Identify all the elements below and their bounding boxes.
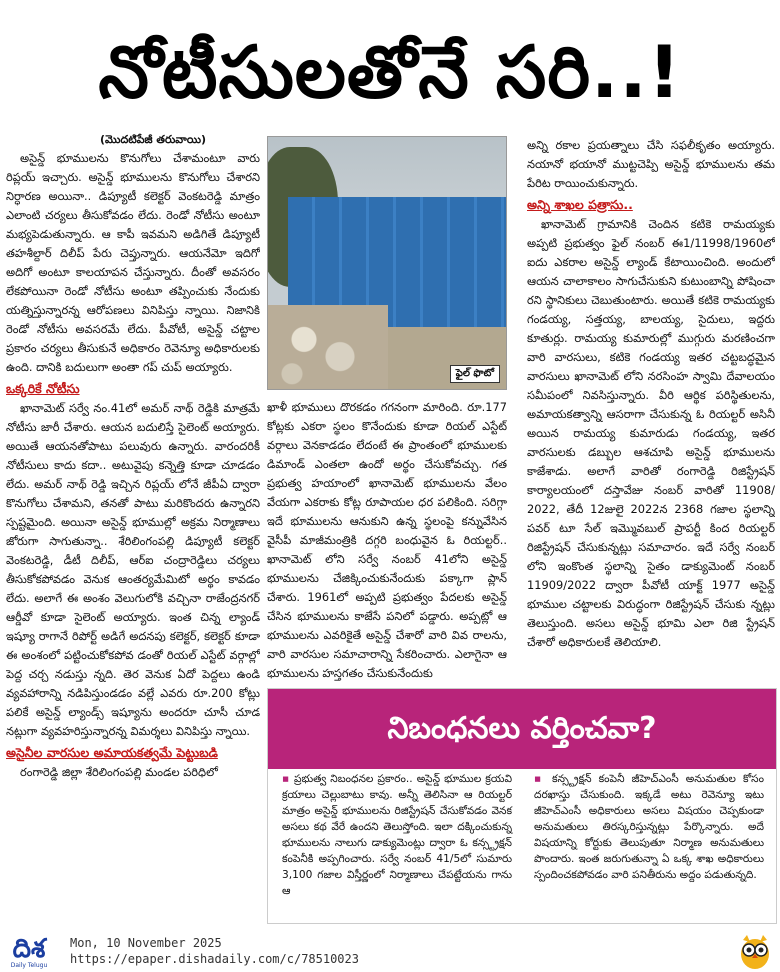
logo-subtitle: Daily Telugu [10,962,48,969]
subheading: అన్ని శాఖల పత్రాసు.. [527,197,633,212]
article-column-1 [6,130,260,930]
subheading: ఒక్కరికే నోటీసు [6,381,80,396]
paragraph: అన్ని రకాల ప్రయత్నాలు చేసి సఫలీకృతం అయ్యారు. నయానో భయానో ముట్టచెప్పి అసైన్డ్ భూములను తమ పేరిట రాయించుకున్నారు. [527,138,775,190]
owl-icon [738,932,772,970]
paragraph: ఖానామెట్ గ్రామానికి చెందిన కటికె రామయ్యకు అప్పటి ప్రభుత్వం ఫైల్ నంబర్ ఈ1/11998/1960లో ఐదు ఎకరాల అసైన్డ్ ల్యాండ్ కేటాయించింది. అందులో ఆయన చాలాకాలం సాగుచేసుకుని కుటుంబాన్ని పోషించా రని స్థానికులు చెబుతుంటారు. అయితే కటికె రామయ్యకు గండయ్య, సత్తయ్య, బాలయ్య, సైదులు, ఇద్దరు కూతుర్లు. రామయ్య కుమారుల్లో ముగ్గురు మరణించగా వారి వారసులు, కటికె గండయ్య ఇతర చట్టబద్ధమైన వారసులు ఖానామెట్ లోని నరసింహ స్వామి దేవాలయం సమీపంలో నివసిస్తున్నారు. వీరి ఆర్థిక పరిస్థితులను, అమాయకత్వాన్ని ఆసరాగా చేసుకున్న ఓ రియల్టర్ అసినీ అయిన రామయ్య కుమారుడు గండయ్య, ఇతర వారసులకు డబ్బుల ఆశచూపి అసైన్డ్ భూములను కాజేశాడు. అలాగే వారితో రంగారెడ్డి రిజిస్ట్రేషన్ కార్యాలయంలో దస్తావేజు నంబర్ వారితో 11908/ 2022, తేదీ 12జులై 2022న 2368 గజాల స్థలాన్ని పవర్ టూ సేల్ ఇమ్మొవబుల్ ప్రాపర్టీ కింద రియల్టర్ రిజిస్ట్రేషన్ చేసుకున్నట్లు సమాచారం. ఇదే సర్వే నంబర్ లోని ఇంకొంత స్థలాన్ని సైతం డాక్యుమెంట్ నంబర్ 11909/2022 ద్వారా పీవోటీ యాక్ట్ 1977 అసైన్డ్ భూముల చట్టాలకు విరుద్ధంగా రిజిస్ట్రేషన్ చేసుకు న్నట్లు తెలుస్తుంది. అసలు అసైన్డ్ భూమి ఎలా రిజి స్ట్రేషన్ చేశారో అధికారులకే తెలియాలి. [527,217,775,649]
headline: నోటీసులతోనే సరి..! [98,30,682,114]
paragraph: ఖానామెట్ సర్వే నం.41లో అమర్ నాథ్ రెడ్డికి మాత్రమే నోటీసు జారీ చేశారు. ఆయన బదులిస్తే సైలెంట్ అయ్యారు. అయితే ఆయనతోపాటు పలువురు ఉన్నారు. వారందరికీ నోటీసులు కాదు కదా.. అటువైపు కన్నెత్తి కూడా చూడడం లేదు. అమర్ నాథ్ రెడ్డి ఇచ్చిన రిప్లయ్ లోనే జీపీఏ ద్వారా కొనుగోలు చేశామని, తనతో పాటు మరికొందరు ఉన్నారని స్పష్టమైంది. అయినా అసైన్డ్ భూముల్లో అక్రమ నిర్మాణాలు జోరుగా సాగుతున్నా.. శేరిలింగంపల్లి డిప్యూటీ కలెక్టర్ వెంకటరెడ్డి, డీటీ దిలీప్, ఆర్ఐ చంద్రారెడ్డిలు చర్యలు తీసుకోకపోవడం వెనుక ఆంతర్యమేమిటో అర్థం కావడం లేదు. అలాగే ఈ అంశం వెలుగులోకి వచ్చినా రాజేంద్రనగర్ ఆర్డీవో కూడా సైలెంట్ అయ్యారు. ఇంత చిన్న ల్యాండ్ ఇష్యూ రాగానే రిపోర్ట్ అడిగే అదనపు కలెక్టర్, కలెక్టర్ కూడా ఈ అంశంలో పట్టించుకోకపోవ డంతో రియల్ ఎస్టేట్ వర్గాల్లో పెద్ద చర్చ నడుస్తు న్నది. తెర వెనుక ఏదో పెద్దలు ఉండి వ్యవహారాన్ని నడిపిస్తుండడం వల్లే ఎవరు రూ.200 కోట్లు పలికే అసైన్డ్ ల్యాండ్స్ ఇష్యూను అందరూ చూసీ చూడ నట్లుగా వ్యవహరిస్తున్నారన్న విమర్శలు వినిపిస్తు న్నాయి. [6,401,260,738]
epaper-link[interactable]: https://epaper.dishadaily.com/c/78510023 [70,952,359,966]
photo-rocks [268,305,388,390]
box-body [282,771,764,921]
paragraph: ఖాళీ భూములు దొరకడం గగనంగా మారింది. రూ.177 కోట్లకు ఎకరా స్థలం కొనేందుకు కూడా రియల్ ఎస్టేట్ వర్గాలు వెనకాడడం లేదంటే ఈ ప్రాంతంలో భూములకు డిమాండ్ ఎంతలా ఉందో అర్థం చేసుకోవచ్చు. గత ప్రభుత్వ హయాంలో ఖానామెట్ భూములను వేలం వేయగా ఎకరాకు కోట్ల రూపాయల ధర పలికింది. సరిగ్గా ఇదే భూములను ఆనుకుని ఉన్న స్థలంపై కన్నువేసిన వైసీపీ మాజీమంత్రికి దగ్గరి బంధువైన ఓ రియల్టర్.. ఖానామెట్ లోని సర్వే నంబర్ 41లోని అసైన్డ్ భూములను చేజిక్కించుకునేందుకు పక్కాగా ప్లాన్ చేశారు. 1961లో అప్పటి ప్రభుత్వం పేదలకు అసైన్డ్ చేసిన భూములను కాజేసే పనిలో పడ్డారు. అప్పట్లో ఆ భూములను ఎవరికైతే అసైన్డ్ చేశారో వారి వివ రాలను, వారి వారసుల సమాచారాన్ని సేకరించారు. ఎలాగైనా ఆ భూములను హస్తగతం చేసుకునేందుకు [267,400,507,680]
box-paragraph: ▪ ప్రభుత్వ నిబంధనల ప్రకారం.. అసైన్డ్ భూముల క్రయవి క్రయాలు చెల్లుబాటు కావు. అన్నీ తెలిసినా ఆ రియల్టర్ మాత్రం అసైన్డ్ భూములను రిజిస్ట్రేషన్ చేసుకోవడం వెనక అసలు కథ వేరే ఉందని తెలుస్తోంది. ఇలా దక్కించుకున్న భూములను నాలుగు డాక్యుమెంట్లు ద్వారా ఓ కన్స్ట్రక్షన్ కంపెనీకి అప్పగించారు. సర్వే నంబర్ 41/5లో సుమారు 3,100 గజాల విస్తీర్ణంలో నిర్మాణాలు చేపట్టేయను గాను ఆ [282,771,512,899]
paragraph: రంగారెడ్డి జిల్లా శేరిలింగంపల్లి మండల పరిధిలో [20,765,218,779]
footer [0,930,780,972]
disha-logo: దిశ [12,934,46,964]
box-column-right [534,771,764,883]
footer-meta [70,935,359,967]
sidebar-box [267,688,777,924]
edition-date: Mon, 10 November 2025 [70,936,222,950]
article-column-3 [527,136,775,681]
box-title: నిబంధనలు వర్తించవా? [268,689,776,769]
continued-label: (మొదటిపేజీ తరువాయి) [99,133,206,146]
article-column-2 [267,398,507,686]
article-photo [267,136,507,390]
photo-caption: ఫైల్ ఫొటో [450,365,500,383]
box-paragraph: ▪ కన్స్ట్రక్షన్ కంపెనీ జీహెచ్ఎంసీ అనుమతుల కోసం దరఖాస్తు చేసుకుంది. ఇక్కడే అటు రెవెన్యూ ఇటు జీహెచ్ఎంసీ అధికారులు అసలు విషయం చెప్పకుండా అనుమతులు తిరస్కరిస్తున్నట్లు పేర్కొన్నారు. అదే విషయాన్ని కోర్టుకు తెలుపుతూ నిర్మాణ అనుమతులు పొందారు. ఇంత జరుగుతున్నా ఏ ఒక్క శాఖ అధికారులు స్పందించకపోవడం వారి పనితీరును అద్దం పడుతున్నది. [534,771,764,883]
box-column-left [282,771,512,899]
paragraph: అసైన్డ్ భూములను కొనుగోలు చేశామంటూ వారు రిప్లయ్ ఇచ్చారు. అసైన్డ్ భూములను కొనుగోలు చేశారని నిర్ధారణ అయినా.. డిప్యూటీ కలెక్టర్ వెంకటరెడ్డి మాత్రం ఎలాంటి చర్యలు తీసుకోవడం లేదు. రెండో నోటీసు అంటూ మభ్యపెడుతున్నారు. ఆ కాపీ ఇవమని అడిగితే డిప్యూటీ తహశీల్దార్ దిలీప్ పేరు చెప్తున్నారు. ఆయనేమో ఇదిగో అదిగో అంటూ కాలయాపన చేస్తున్నారు. దీంతో అవసరం లేకపోయినా రెండో నోటీసు అంటూ తప్పించుకు నేందుకు యత్నిస్తున్నారన్న ఆరోపణలు వినిపిస్తు న్నాయి. నిజానికి రెండో నోటీసు అవసరమే లేదు. పీవోటీ, అసైన్డ్ చట్టాల ప్రకారం చర్యలు తీసుకునే అధికారం రెవెన్యూ అధికారులకు ఉంది. దానికి బదులుగా అంతా గప్ చుప్ అయ్యారు. [6,151,260,374]
subheading: అసైనీల వారసుల అమాయకత్వమే పెట్టుబడి [6,745,218,760]
